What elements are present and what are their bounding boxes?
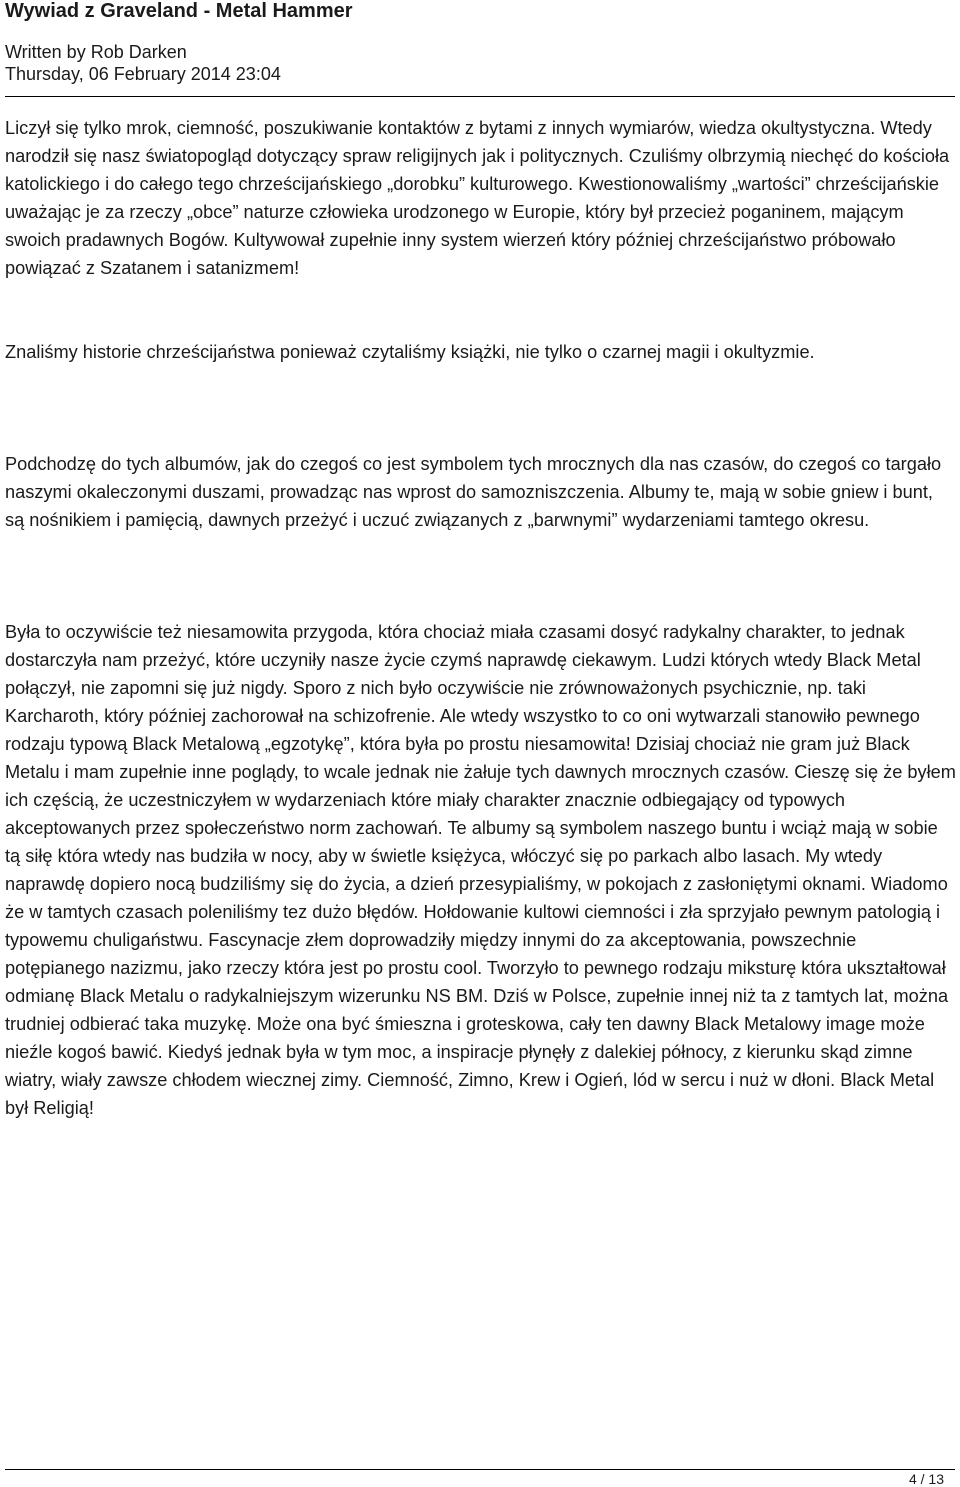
header-divider	[5, 96, 955, 97]
article-header	[5, 0, 955, 85]
paragraph-1: Liczył się tylko mrok, ciemność, poszukiwanie kontaktów z bytami z innych wymiarów, wiedza okultystyczna. Wtedy narodził się nasz światopogląd dotyczący spraw religijnych jak i politycznych. Czuliśmy olbrzymią niechęć do kościoła katolickiego i do całego tego chrześcijańskiego „dorobku” kulturowego. Kwestionowaliśmy „wartości” chrześcijańskie uważając je za rzeczy „obce” naturze człowieka urodzonego w Europie, który był przecież poganinem, mającym swoich pradawnych Bogów. Kultywował zupełnie inny system wierzeń który później chrześcijaństwo próbowało powiązać z Szatanem i satanizmem!	[5, 118, 950, 278]
paragraph-spacer	[5, 282, 957, 338]
paragraph-spacer	[5, 534, 957, 618]
page-number: 4 / 13	[908, 1471, 944, 1487]
footer-divider	[5, 1469, 955, 1470]
paragraph-3: Podchodzę do tych albumów, jak do czegoś co jest symbolem tych mrocznych dla nas czasów, do czegoś co targało naszymi okaleczonymi duszami, prowadząc nas wprost do samozniszczenia. Albumy te, mają w sobie gniew i bunt, są nośnikiem i pamięcią, dawnych przeżyć i uczuć związanych z „barwnymi” wydarzeniami tamtego okresu.	[5, 454, 942, 530]
article-author: Written by Rob Darken	[5, 42, 187, 62]
article-title: Wywiad z Graveland - Metal Hammer	[5, 0, 353, 22]
paragraph-spacer	[5, 366, 957, 450]
article-body	[5, 114, 957, 1122]
article-date: Thursday, 06 February 2014 23:04	[5, 64, 281, 84]
paragraph-4: Była to oczywiście też niesamowita przygoda, która chociaż miała czasami dosyć radykalny charakter, to jednak dostarczyła nam przeżyć, które uczyniły nasze życie czymś naprawdę ciekawym. Ludzi których wtedy Black Metal połączył, nie zapomni się już nigdy. Sporo z nich było oczywiście nie zrównoważonych psychicznie, np. taki Karcharoth, który później zachorował na schizofrenie. Ale wtedy wszystko to co oni wytwarzali stanowiło pewnego rodzaju typową Black Metalową „egzotykę”, która była po prostu niesamowita! Dzisiaj chociaż nie gram już Black Metalu i mam zupełnie inne poglądy, to wcale jednak nie żałuje tych dawnych mrocznych czasów. Cieszę się że byłem ich częścią, że uczestniczyłem w wydarzeniach które miały charakter znacznie odbiegający od typowych akceptowanych przez społeczeństwo norm zachowań. Te albumy są symbolem naszego buntu i wciąż mają w sobie tą siłę która wtedy nas budziła w nocy, aby w świetle księżyca, włóczyć się po parkach albo lasach. My wtedy naprawdę dopiero nocą budziliśmy się do życia, a dzień przesypialiśmy, w pokojach z zasłoniętymi oknami. Wiadomo że w tamtych czasach poleniliśmy tez dużo błędów. Hołdowanie kultowi ciemności i zła sprzyjało pewnym patologią i typowemu chuligaństwu. Fascynacje złem doprowadziły między innymi do za akceptowania, powszechnie potępianego nazizmu, jako rzeczy która jest po prostu cool. Tworzyło to pewnego rodzaju miksturę która ukształtował odmianę Black Metalu o radykalniejszym wizerunku NS BM. Dziś w Polsce, zupełnie innej niż ta z tamtych lat, można trudniej odbierać taka muzykę. Może ona być śmieszna i groteskowa, cały ten dawny Black Metalowy image może nieźle kogoś bawić. Kiedyś jednak była w tym moc, a inspiracje płynęły z dalekiej północy, z kierunku skąd zimne wiatry, wiały zawsze chłodem wiecznej zimy. Ciemność, Zimno, Krew i Ogień, lód w sercu i nuż w dłoni. Black Metal był Religią!	[5, 622, 956, 1118]
paragraph-2: Znaliśmy historie chrześcijaństwa ponieważ czytaliśmy książki, nie tylko o czarnej magii i okultyzmie.	[5, 342, 815, 362]
